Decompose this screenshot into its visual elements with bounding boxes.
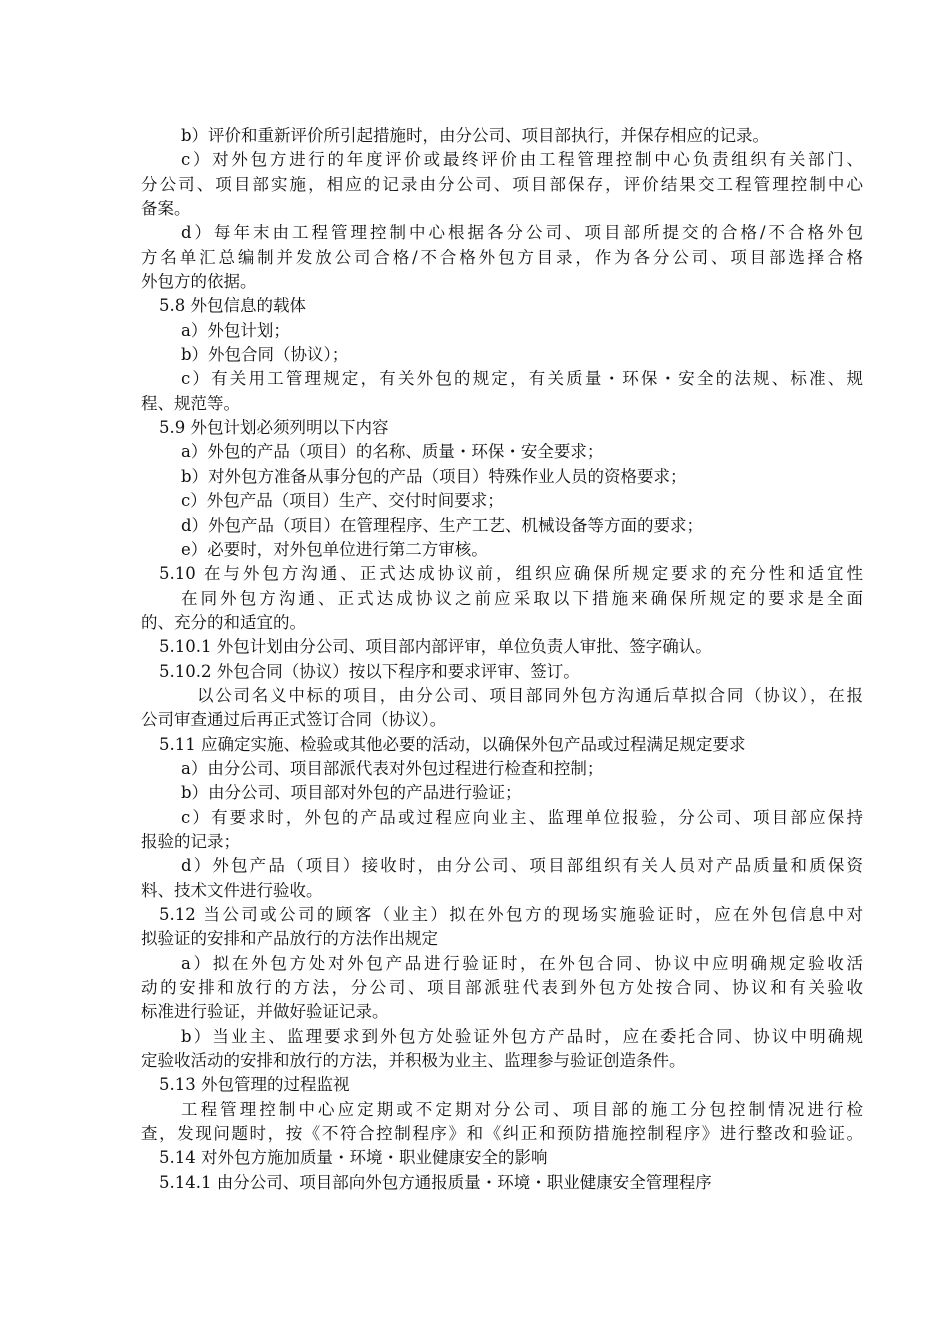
text-line: c）有关用工管理规定，有关外包的规定，有关质量・环保・安全的法规、标准、规 [181,369,863,389]
text-line: 的、充分的和适宜的。 [141,612,306,632]
text-line: e）必要时，对外包单位进行第二方审核。 [181,539,488,559]
section-heading: 5.14 对外包方施加质量・环境・职业健康安全的影响 [159,1148,548,1168]
text-line: a）外包计划； [181,320,290,340]
text-line: 标准进行验证，并做好验证记录。 [141,1002,389,1022]
text-line: b）外包合同（协议）； [181,345,349,365]
section-heading: 5.9 外包计划必须列明以下内容 [159,418,389,438]
text-line: a）外包的产品（项目）的名称、质量・环保・安全要求； [181,442,604,462]
text-line: b）由分公司、项目部对外包的产品进行验证； [181,783,522,803]
text-line: 报验的记录； [141,831,240,851]
section-heading: 5.11 应确定实施、检验或其他必要的活动，以确保外包产品或过程满足规定要求 [159,734,746,754]
text-line: d）外包产品（项目）在管理程序、生产工艺、机械设备等方面的要求； [181,515,704,535]
section-heading: 5.10.2 外包合同（协议）按以下程序和要求评审、签订。 [159,661,580,681]
text-line: 工程管理控制中心应定期或不定期对分公司、项目部的施工分包控制情况进行检 [181,1099,863,1119]
text-line: c）有要求时，外包的产品或过程应向业主、监理单位报验，分公司、项目部应保持 [181,807,863,827]
text-line: 以公司名义中标的项目，由分公司、项目部同外包方沟通后草拟合同（协议），在报 [197,685,863,705]
text-line: b）当业主、监理要求到外包方处验证外包方产品时，应在委托合同、协议中明确规 [181,1026,863,1046]
text-line: b）对外包方准备从事分包的产品（项目）特殊作业人员的资格要求； [181,466,687,486]
text-line: b）评价和重新评价所引起措施时，由分公司、项目部执行，并保存相应的记录。 [181,126,770,145]
text-line: 分公司、项目部实施，相应的记录由分公司、项目部保存，评价结果交工程管理控制中心 [141,174,863,194]
text-line: d）外包产品（项目）接收时，由分公司、项目部组织有关人员对产品质量和质保资 [181,856,863,876]
text-line: 拟验证的安排和产品放行的方法作出规定 [141,929,438,949]
text-line: 外包方的依据。 [141,272,257,292]
text-line: 公司审查通过后再正式签订合同（协议）。 [141,710,447,730]
text-line: 动的安排和放行的方法，分公司、项目部派驻代表到外包方处按合同、协议和有关验收 [141,978,863,998]
section-heading: 5.10 在与外包方沟通、正式达成协议前，组织应确保所规定要求的充分性和适宜性 [159,564,863,584]
text-line: 料、技术文件进行验收。 [141,880,323,900]
section-heading: 5.10.1 外包计划由分公司、项目部内部评审，单位负责人审批、签字确认。 [159,637,712,657]
text-line: 备案。 [141,199,191,219]
document-body [141,124,863,1195]
text-line: 在同外包方沟通、正式达成协议之前应采取以下措施来确保所规定的要求是全面 [181,588,863,608]
text-line: 查，发现问题时，按《不符合控制程序》和《纠正和预防措施控制程序》进行整改和验证。 [141,1124,863,1144]
text-line: a）由分公司、项目部派代表对外包过程进行检查和控制； [181,758,604,778]
section-heading: 5.14.1 由分公司、项目部向外包方通报质量・环境・职业健康安全管理程序 [159,1172,712,1192]
text-line: 定验收活动的安排和放行的方法，并积极为业主、监理参与验证创造条件。 [141,1051,686,1071]
text-line: d）每年末由工程管理控制中心根据各分公司、项目部所提交的合格/不合格外包 [181,223,863,243]
section-heading: 5.12 当公司或公司的顾客（业主）拟在外包方的现场实施验证时，应在外包信息中对 [159,905,863,924]
section-heading: 5.8 外包信息的载体 [159,296,306,316]
text-line: a）拟在外包方处对外包产品进行验证时，在外包合同、协议中应明确规定验收活 [181,953,863,973]
text-line: 方名单汇总编制并发放公司合格/不合格外包方目录，作为各分公司、项目部选择合格 [141,247,863,267]
section-heading: 5.13 外包管理的过程监视 [159,1075,350,1095]
text-line: 程、规范等。 [141,393,240,413]
text-line: c）对外包方进行的年度评价或最终评价由工程管理控制中心负责组织有关部门、 [181,150,863,170]
text-line: c）外包产品（项目）生产、交付时间要求； [181,491,504,511]
